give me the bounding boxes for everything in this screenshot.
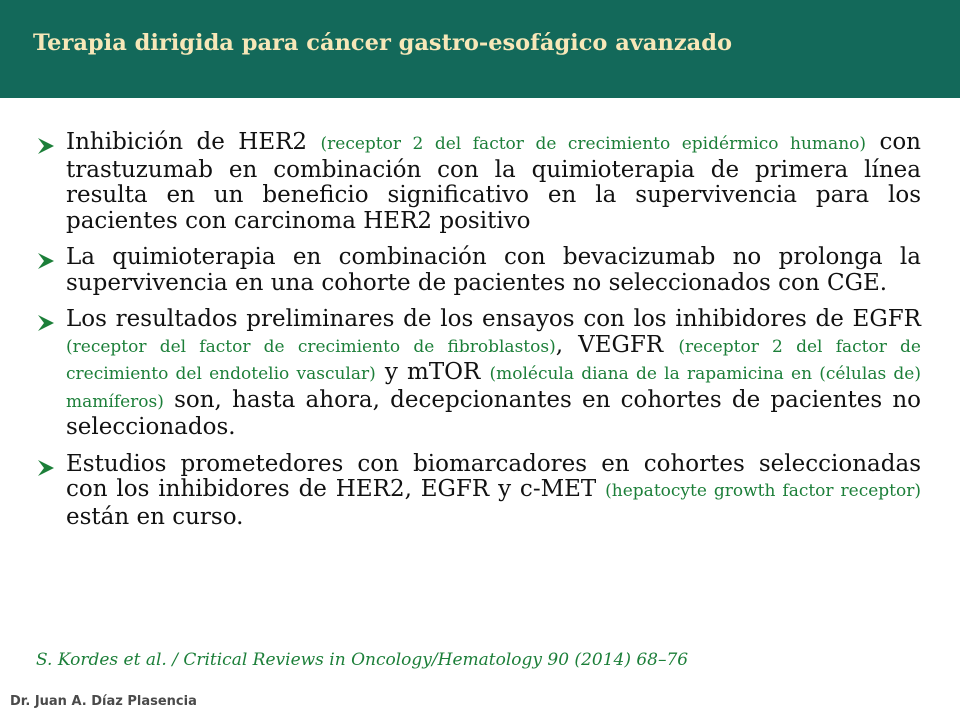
bullet-item bbox=[36, 130, 921, 234]
arrow-bullet-icon bbox=[36, 136, 56, 156]
arrow-bullet-icon bbox=[36, 458, 56, 478]
arrow-bullet-icon bbox=[36, 251, 56, 271]
bullet-text: Estudios prometedores con biomarcadores en cohortes seleccionadas con los inhibidores de HER2, EGFR y c-MET bbox=[66, 450, 921, 502]
slide-title: Terapia dirigida para cáncer gastro-esofágico avanzado bbox=[33, 30, 732, 56]
bullet-item bbox=[36, 307, 921, 441]
bullet-item bbox=[36, 452, 921, 531]
bullet-note: (receptor 2 del factor de crecimiento del endotelio vascular) bbox=[66, 336, 921, 384]
bullet-text: con trastuzumab en combinación con la quimioterapia de primera línea resulta en un beneficio significativo en la supervivencia para los pacientes con carcinoma HER2 positivo bbox=[66, 129, 921, 234]
bullet-note: (receptor 2 del factor de crecimiento epidérmico humano) bbox=[320, 134, 867, 154]
bullet-text: Inhibición de HER2 bbox=[66, 129, 321, 155]
bullet-text: Los resultados preliminares de los ensayos con los inhibidores de EGFR bbox=[66, 306, 921, 332]
bullet-text: , VEGFR bbox=[555, 331, 679, 358]
arrow-bullet-icon bbox=[36, 313, 56, 333]
bullet-note: (receptor del factor de crecimiento de fibroblastos) bbox=[66, 336, 556, 357]
author-footer: Dr. Juan A. Díaz Plasencia bbox=[10, 694, 197, 709]
citation: S. Kordes et al. / Critical Reviews in Oncology/Hematology 90 (2014) 68–76 bbox=[36, 650, 689, 670]
bullet-text: y mTOR bbox=[375, 359, 490, 385]
bullet-text: La quimioterapia en combinación con bevacizumab no prolonga la supervivencia en una cohorte de pacientes no seleccionados con CGE. bbox=[66, 244, 921, 296]
bullet-note: (hepatocyte growth factor receptor) bbox=[605, 481, 921, 501]
bullet-note: (molécula diana de la rapamicina en (células de) mamíferos) bbox=[66, 364, 921, 412]
bullet-list bbox=[36, 130, 921, 541]
bullet-text: están en curso. bbox=[66, 503, 244, 530]
bullet-item bbox=[36, 245, 921, 296]
bullet-text: son, hasta ahora, decepcionantes en cohortes de pacientes no seleccionados. bbox=[66, 386, 921, 440]
title-bar bbox=[0, 0, 960, 98]
